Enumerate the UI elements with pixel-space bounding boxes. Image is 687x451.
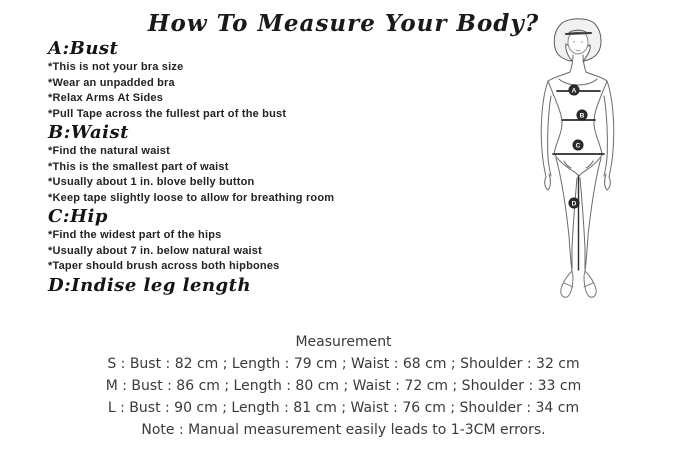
- instruction-line: *Usually about 7 in. below natural waist: [48, 244, 262, 257]
- instruction-line: *Find the widest part of the hips: [48, 229, 222, 241]
- instruction-line: *This is not your bra size: [48, 61, 184, 73]
- section-heading-bust: A:Bust: [48, 38, 119, 59]
- headband-line: [566, 33, 591, 34]
- instruction-line: *Relax Arms At Sides: [48, 92, 164, 104]
- measurement-note: Note : Manual measurement easily leads to 1-3CM errors.: [141, 422, 546, 438]
- size-row-m: M : Bust : 86 cm ; Length : 80 cm ; Waist : 72 cm ; Shoulder : 33 cm: [105, 378, 582, 394]
- measurement-table: [0, 331, 687, 441]
- instruction-line: *Taper should brush across both hipbones: [48, 260, 280, 272]
- instruction-line: *Keep tape slightly loose to allow for breathing room: [48, 191, 335, 204]
- instruction-line: *Pull Tape across the fullest part of the bust: [48, 107, 287, 120]
- measurement-title: Measurement: [295, 334, 392, 350]
- instruction-line: *Wear an unpadded bra: [48, 76, 175, 89]
- hip-marker-badge: [573, 140, 583, 150]
- bust-marker-label: A: [571, 87, 577, 95]
- page-title: How To Measure Your Body?: [147, 10, 540, 37]
- instruction-line: *This is the smallest part of waist: [48, 160, 229, 173]
- section-heading-waist: B:Waist: [48, 122, 129, 143]
- size-row-l: L : Bust : 90 cm ; Length : 81 cm ; Waist : 76 cm ; Shoulder : 34 cm: [107, 400, 580, 416]
- section-heading-hip: C:Hip: [48, 206, 108, 227]
- inside-leg-marker-label: D: [571, 200, 577, 208]
- instruction-line: *Usually about 1 in. blove belly button: [48, 176, 255, 188]
- measuring-instructions: [48, 38, 478, 297]
- bust-marker-badge: [569, 85, 579, 95]
- inside-leg-marker-badge: [569, 198, 579, 208]
- hip-marker-label: C: [575, 142, 581, 150]
- instruction-line: *Find the natural waist: [48, 145, 170, 157]
- section-heading-inside-leg: D:Indise leg length: [48, 274, 252, 296]
- waist-marker-badge: [577, 110, 587, 120]
- body-figure-illustration: [515, 8, 675, 318]
- size-row-s: S : Bust : 82 cm ; Length : 79 cm ; Waist : 68 cm ; Shoulder : 32 cm: [107, 356, 580, 372]
- waist-marker-label: B: [579, 112, 585, 120]
